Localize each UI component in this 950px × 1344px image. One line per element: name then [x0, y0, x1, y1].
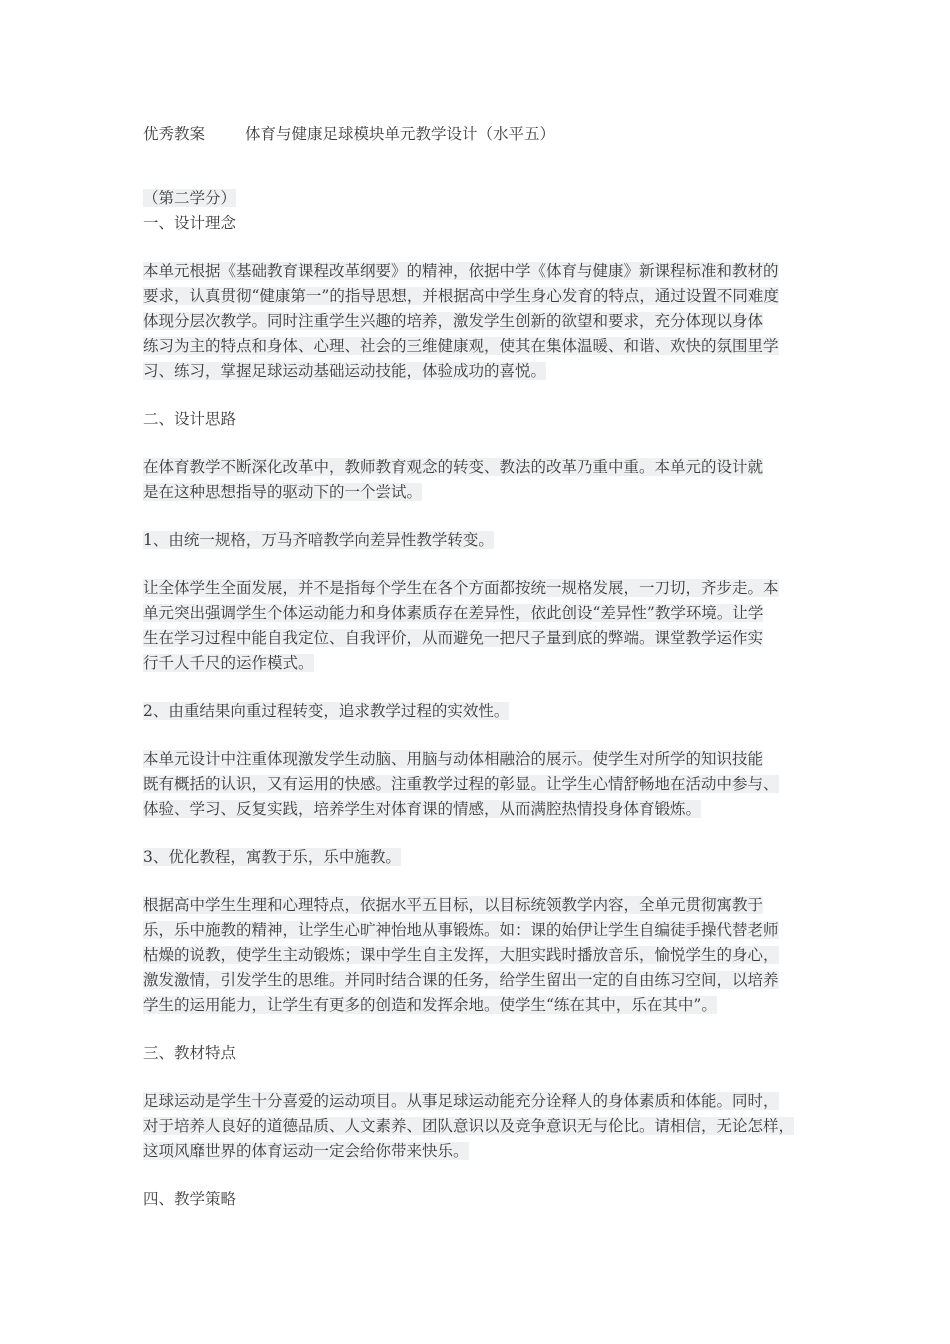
- document-body: [143, 122, 828, 1212]
- section-heading-1: 一、设计理念: [143, 214, 237, 232]
- section-heading-2: 二、设计思路: [143, 410, 237, 428]
- section-heading-4: 四、教学策略: [143, 1190, 237, 1208]
- point-heading-3: 3、优化教程，寓教于乐，乐中施教。: [143, 848, 401, 866]
- paragraph-point-3: 根据高中学生生理和心理特点，依据水平五目标，以目标统领教学内容，全单元贯彻寓教于 乐，乐中施教的精神，让学生心旷神怡地从事锻炼。如：课的始伊让学生自编徒手操代替老师 枯燥的说教，使学生主动锻炼；课中学生自主发挥，大胆实践时播放音乐，愉悦学生的身心， 激发激情，引发学生的思维。并同时结合课的任务，给学生留出一定的自由练习空间，以培养 学生的运用能力，让学生有更多的创造和发挥余地。使学生“练在其中，乐在其中”。: [143, 896, 779, 1014]
- point-heading-1: 1、由统一规格，万马齐喑教学向差异性教学转变。: [143, 531, 494, 549]
- paragraph-material-features: 足球运动是学生十分喜爱的运动项目。从事足球运动能充分诠释人的身体素质和体能。同时， 对于培养人良好的道德品质、人文素养、团队意识以及竞争意识无与伦比。请相信，无论怎样， 这项风靡世界的体育运动一定会给你带来快乐。: [143, 1092, 795, 1160]
- paragraph-design-approach: 在体育教学不断深化改革中，教师教育观念的转变、教法的改革乃重中重。本单元的设计就 是在这种思想指导的驱动下的一个尝试。: [143, 458, 764, 501]
- section-heading-3: 三、教材特点: [143, 1044, 237, 1062]
- paragraph-point-1: 让全体学生全面发展，并不是指每个学生在各个方面都按统一规格发展，一刀切，齐步走。本 单元突出强调学生个体运动能力和身体素质存在差异性，依此创设“差异性”教学环境。让学 生在学习过程中能自我定位、自我评价，从而避免一把尺子量到底的弊端。课堂教学运作实 行千人千尺的运作模式。: [143, 579, 779, 672]
- page-title: 体育与健康足球模块单元教学设计（水平五）: [245, 125, 556, 143]
- point-heading-2: 2、由重结果向重过程转变，追求教学过程的实效性。: [143, 702, 510, 720]
- paragraph-point-2: 本单元设计中注重体现激发学生动脑、用脑与动体相融洽的展示。使学生对所学的知识技能 既有概括的认识，又有运用的快感。注重教学过程的彰显。让学生心情舒畅地在活动中参与、 体验、学习、反复实践，培养学生对体育课的情感，从而满腔热情投身体育锻炼。: [143, 750, 779, 818]
- page-title-row: [143, 122, 828, 147]
- subtitle: （第二学分）: [143, 189, 237, 207]
- paragraph-design-concept: 本单元根据《基础教育课程改革纲要》的精神，依据中学《体育与健康》新课程标准和教材的 要求，认真贯彻“健康第一”的指导思想，并根据高中学生身心发育的特点，通过设置不同难度 体现分层次教学。同时注重学生兴趣的培养，激发学生创新的欲望和要求，充分体现以身体 练习为主的特点和身体、心理、社会的三维健康观，使其在集体温暖、和谐、欢快的氛围里学 习、练习，掌握足球运动基础运动技能，体验成功的喜悦。: [143, 262, 779, 380]
- title-prefix: 优秀教案: [143, 125, 206, 143]
